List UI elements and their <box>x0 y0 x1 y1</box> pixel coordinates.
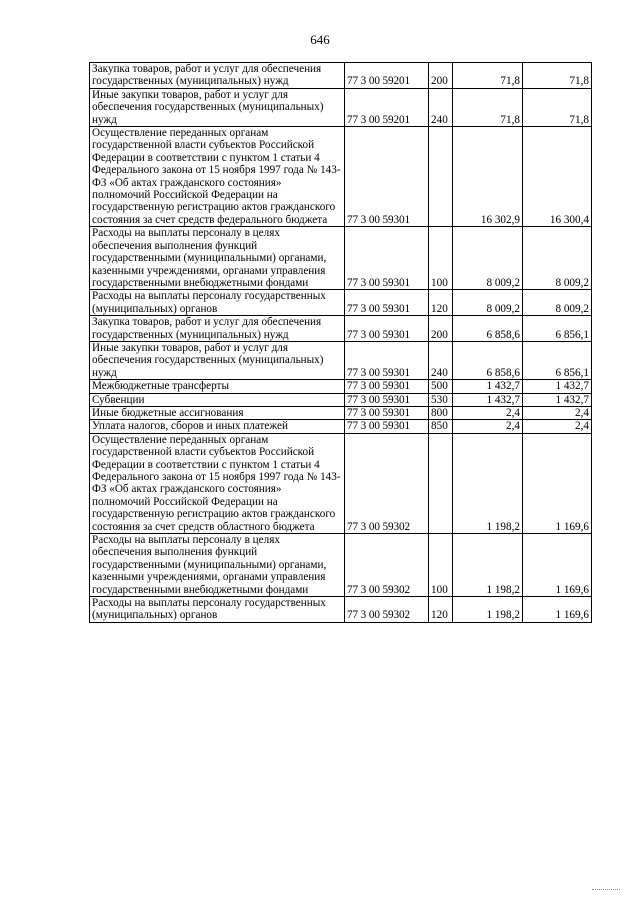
target-article-code-cell: 77 3 00 59301 <box>345 316 429 342</box>
amount-executed-cell: 1 432,7 <box>523 380 592 393</box>
target-article-code-cell: 77 3 00 59201 <box>345 88 429 126</box>
amount-planned-cell: 1 198,2 <box>453 534 523 597</box>
amount-planned-cell: 6 858,6 <box>453 341 523 379</box>
amount-planned-cell: 1 432,7 <box>453 393 523 406</box>
expense-name-cell: Расходы на выплаты персоналу в целях обеспечения выполнения функций государственными (муниципальными) органами, казенными учреждениями, органами управления государственными внебюджетными фондами <box>90 534 345 597</box>
amount-executed-cell: 1 169,6 <box>523 597 592 623</box>
amount-executed-cell: 1 432,7 <box>523 393 592 406</box>
expense-name-cell: Межбюджетные трансферты <box>90 380 345 393</box>
amount-planned-cell: 8 009,2 <box>453 227 523 290</box>
amount-planned-cell: 2,4 <box>453 420 523 433</box>
amount-executed-cell: 71,8 <box>523 88 592 126</box>
expense-name-cell: Расходы на выплаты персоналу государственных (муниципальных) органов <box>90 290 345 316</box>
target-article-code-cell: 77 3 00 59302 <box>345 433 429 533</box>
expense-type-code-cell: 500 <box>429 380 453 393</box>
target-article-code-cell: 77 3 00 59301 <box>345 420 429 433</box>
amount-planned-cell: 1 432,7 <box>453 380 523 393</box>
target-article-code-cell: 77 3 00 59302 <box>345 597 429 623</box>
amount-planned-cell: 1 198,2 <box>453 597 523 623</box>
amount-planned-cell: 16 302,9 <box>453 127 523 227</box>
expense-type-code-cell: 850 <box>429 420 453 433</box>
amount-planned-cell: 8 009,2 <box>453 290 523 316</box>
budget-table <box>89 62 592 623</box>
amount-executed-cell: 6 856,1 <box>523 316 592 342</box>
expense-name-cell: Расходы на выплаты персоналу в целях обеспечения выполнения функций государственными (муниципальными) органами, казенными учреждениями, органами управления государственными внебюджетными фондами <box>90 227 345 290</box>
page-number: 646 <box>310 32 330 47</box>
target-article-code-cell: 77 3 00 59301 <box>345 406 429 419</box>
amount-planned-cell: 71,8 <box>453 88 523 126</box>
amount-executed-cell: 2,4 <box>523 406 592 419</box>
amount-executed-cell: 71,8 <box>523 63 592 89</box>
expense-type-code-cell <box>429 127 453 227</box>
amount-executed-cell: 1 169,6 <box>523 433 592 533</box>
amount-planned-cell: 2,4 <box>453 406 523 419</box>
amount-executed-cell: 2,4 <box>523 420 592 433</box>
expense-name-cell: Иные бюджетные ассигнования <box>90 406 345 419</box>
expense-type-code-cell: 120 <box>429 597 453 623</box>
expense-name-cell: Уплата налогов, сборов и иных платежей <box>90 420 345 433</box>
target-article-code-cell: 77 3 00 59301 <box>345 393 429 406</box>
amount-executed-cell: 1 169,6 <box>523 534 592 597</box>
table-row <box>90 420 592 433</box>
corner-mark <box>592 886 620 890</box>
amount-executed-cell: 6 856,1 <box>523 341 592 379</box>
amount-planned-cell: 6 858,6 <box>453 316 523 342</box>
table-row <box>90 341 592 379</box>
target-article-code-cell: 77 3 00 59301 <box>345 380 429 393</box>
expense-name-cell: Субвенции <box>90 393 345 406</box>
table-row <box>90 88 592 126</box>
expense-name-cell: Закупка товаров, работ и услуг для обеспечения государственных (муниципальных) нужд <box>90 63 345 89</box>
expense-name-cell: Осуществление переданных органам государственной власти субъектов Российской Федерации в соответствии с пунктом 1 статьи 4 Федерального закона от 15 ноября 1997 года № 143-ФЗ «Об актах гражданского состояния» полномочий Российской Федерации на государственную регистрацию актов гражданского состояния за счет средств областного бюджета <box>90 433 345 533</box>
amount-executed-cell: 8 009,2 <box>523 290 592 316</box>
expense-name-cell: Осуществление переданных органам государственной власти субъектов Российской Федерации в соответствии с пунктом 1 статьи 4 Федерального закона от 15 ноября 1997 года № 143-ФЗ «Об актах гражданского состояния» полномочий Российской Федерации на государственную регистрацию актов гражданского состояния за счет средств федерального бюджета <box>90 127 345 227</box>
table-row <box>90 127 592 227</box>
expense-type-code-cell: 800 <box>429 406 453 419</box>
amount-executed-cell: 8 009,2 <box>523 227 592 290</box>
expense-type-code-cell <box>429 433 453 533</box>
table-row <box>90 290 592 316</box>
table-row <box>90 316 592 342</box>
table-row <box>90 380 592 393</box>
expense-type-code-cell: 240 <box>429 88 453 126</box>
expense-name-cell: Закупка товаров, работ и услуг для обеспечения государственных (муниципальных) нужд <box>90 316 345 342</box>
table-row <box>90 534 592 597</box>
target-article-code-cell: 77 3 00 59301 <box>345 290 429 316</box>
expense-type-code-cell: 240 <box>429 341 453 379</box>
budget-table-body <box>90 63 592 623</box>
expense-type-code-cell: 100 <box>429 534 453 597</box>
table-row <box>90 406 592 419</box>
table-row <box>90 227 592 290</box>
table-row <box>90 597 592 623</box>
target-article-code-cell: 77 3 00 59301 <box>345 127 429 227</box>
expense-type-code-cell: 530 <box>429 393 453 406</box>
expense-name-cell: Иные закупки товаров, работ и услуг для обеспечения государственных (муниципальных) нужд <box>90 341 345 379</box>
expense-name-cell: Расходы на выплаты персоналу государственных (муниципальных) органов <box>90 597 345 623</box>
expense-type-code-cell: 200 <box>429 63 453 89</box>
amount-planned-cell: 1 198,2 <box>453 433 523 533</box>
amount-executed-cell: 16 300,4 <box>523 127 592 227</box>
amount-planned-cell: 71,8 <box>453 63 523 89</box>
target-article-code-cell: 77 3 00 59302 <box>345 534 429 597</box>
table-row <box>90 433 592 533</box>
expense-type-code-cell: 100 <box>429 227 453 290</box>
expense-type-code-cell: 200 <box>429 316 453 342</box>
table-row <box>90 63 592 89</box>
table-row <box>90 393 592 406</box>
expense-type-code-cell: 120 <box>429 290 453 316</box>
target-article-code-cell: 77 3 00 59201 <box>345 63 429 89</box>
expense-name-cell: Иные закупки товаров, работ и услуг для обеспечения государственных (муниципальных) нужд <box>90 88 345 126</box>
target-article-code-cell: 77 3 00 59301 <box>345 341 429 379</box>
target-article-code-cell: 77 3 00 59301 <box>345 227 429 290</box>
